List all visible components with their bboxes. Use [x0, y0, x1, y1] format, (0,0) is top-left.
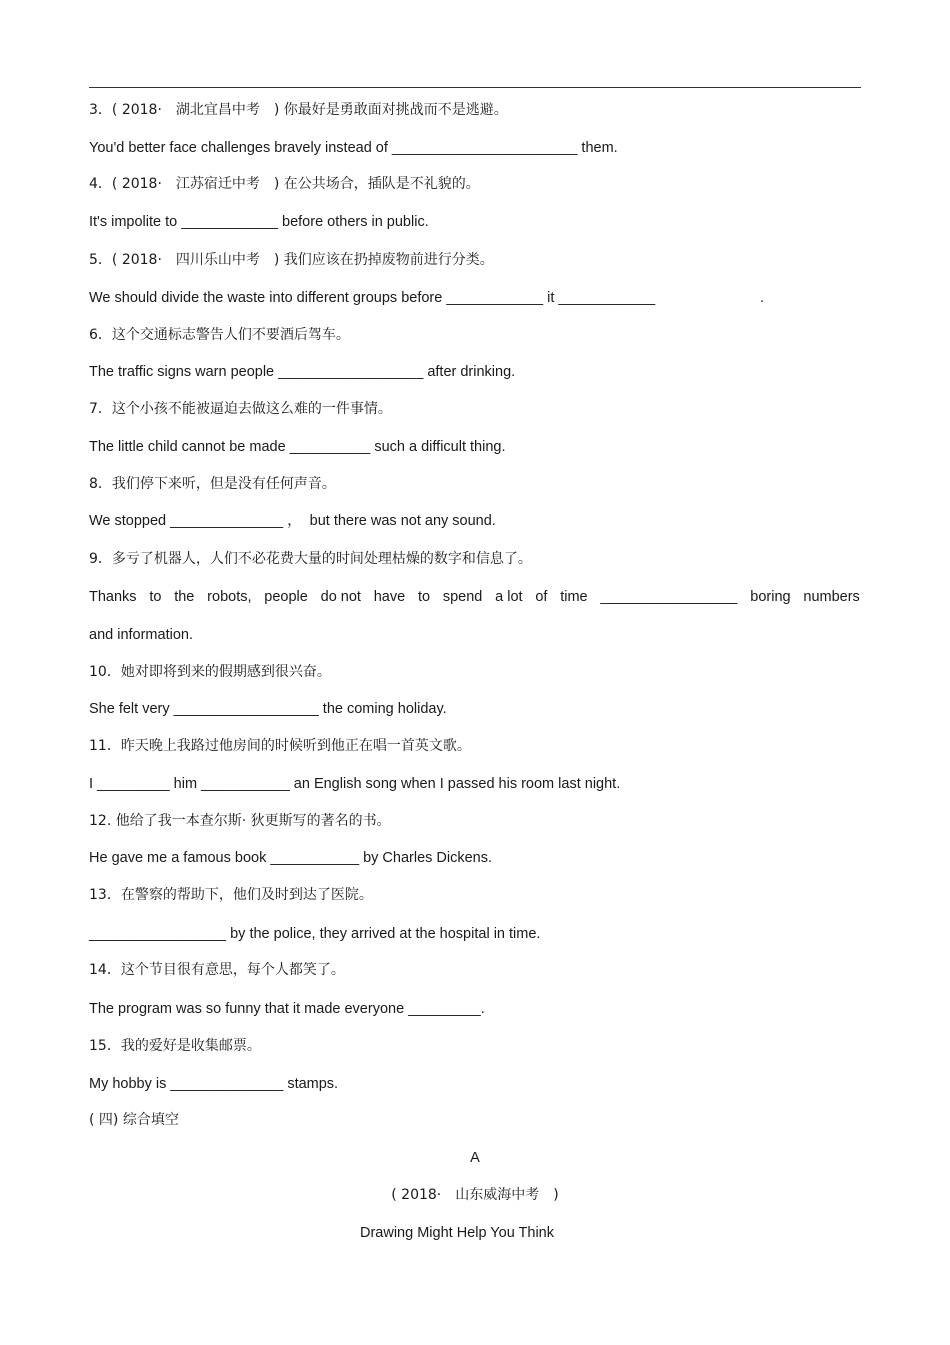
word: of [535, 589, 548, 605]
section-heading: ( 四) 综合填空 [89, 1112, 179, 1128]
item-11-chinese: 11．昨天晚上我路过他房间的时候听到他正在唱一首英文歌。 [89, 738, 471, 754]
word: people [264, 589, 308, 605]
item-15-chinese: 15．我的爱好是收集邮票。 [89, 1038, 261, 1054]
item-10-chinese: 10．她对即将到来的假期感到很兴奋。 [89, 664, 331, 680]
word: spend [442, 589, 483, 605]
item-5-english: We should divide the waste into different groups before ____________ it ____________ . [89, 290, 764, 306]
passage-source: ( 2018· 山东威海中考 ) [391, 1187, 559, 1203]
item-15-english: My hobby is ______________ stamps. [89, 1076, 339, 1092]
item-13-chinese: 13．在警察的帮助下，他们及时到达了医院。 [89, 887, 373, 903]
item-10-english: She felt very __________________ the coming holiday. [89, 701, 447, 717]
item-5-chinese: 5．( 2018· 四川乐山中考 ) 我们应该在扔掉废物前进行分类。 [89, 252, 494, 268]
item-13-english: _________________ by the police, they arrived at the hospital in time. [89, 926, 541, 942]
item-9-english [89, 587, 860, 607]
item-7-english: The little child cannot be made __________ such a difficult thing. [89, 439, 506, 455]
item-14-english: The program was so funny that it made everyone _________. [89, 1001, 485, 1017]
word: to [417, 589, 431, 605]
word: boring [750, 589, 791, 605]
word: robots, [207, 589, 252, 605]
item-3-english: You'd better face challenges bravely instead of _______________________ them. [89, 140, 618, 156]
passage-label: A [470, 1150, 480, 1166]
top-rule [89, 87, 861, 88]
item-4-chinese: 4．( 2018· 江苏宿迁中考 ) 在公共场合，插队是不礼貌的。 [89, 176, 480, 192]
word: a lot [495, 589, 523, 605]
word: time [560, 589, 588, 605]
word: do not [320, 589, 361, 605]
item-14-chinese: 14．这个节目很有意思，每个人都笑了。 [89, 962, 345, 978]
item-6-chinese: 6．这个交通标志警告人们不要酒后驾车。 [89, 327, 350, 343]
passage-title: Drawing Might Help You Think [360, 1225, 554, 1241]
item-8-english: We stopped ______________ ， but there was not any sound. [89, 513, 496, 529]
item-12-chinese: 12. 他给了我一本查尔斯· 狄更斯写的著名的书。 [89, 813, 391, 829]
item-8-chinese: 8．我们停下来听，但是没有任何声音。 [89, 476, 336, 492]
word: the [174, 589, 195, 605]
item-4-english: It's impolite to ____________ before others in public. [89, 214, 429, 230]
item-7-chinese: 7．这个小孩不能被逼迫去做这么难的一件事情。 [89, 401, 392, 417]
item-6-english: The traffic signs warn people __________________ after drinking. [89, 364, 516, 380]
item-11-english: I _________ him ___________ an English song when I passed his room last night. [89, 776, 621, 792]
word: _________________ [600, 589, 738, 605]
item-9-english-continued: and information. [89, 627, 193, 643]
item-3-chinese: 3．( 2018· 湖北宜昌中考 ) 你最好是勇敢面对挑战而不是逃避。 [89, 102, 508, 118]
word: to [149, 589, 162, 605]
word: Thanks [89, 589, 137, 605]
word: numbers [803, 589, 860, 605]
item-12-english: He gave me a famous book ___________ by Charles Dickens. [89, 850, 493, 866]
word: have [373, 589, 406, 605]
item-9-chinese: 9．多亏了机器人，人们不必花费大量的时间处理枯燥的数字和信息了。 [89, 551, 532, 567]
